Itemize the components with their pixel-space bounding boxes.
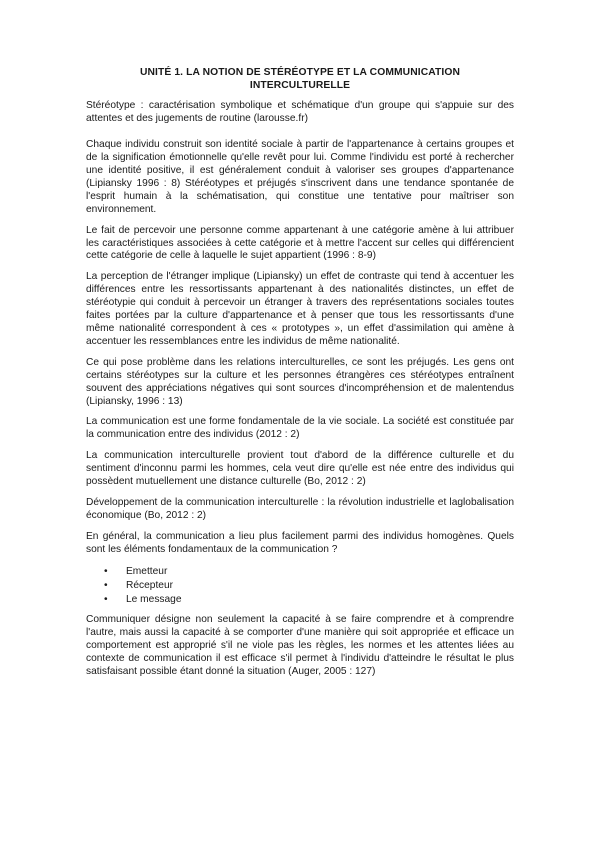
list-item: • Emetteur: [126, 565, 514, 579]
bullet-icon: •: [104, 565, 108, 577]
paragraph-question: En général, la communication a lieu plus facilement parmi des individus homogènes. Quels sont les éléments fondamentaux de la communication ?: [86, 530, 514, 555]
paragraph-perception: La perception de l'étranger implique (Lipiansky) un effet de contraste qui tend à accentuer les différences entre les ressortissants appartenant à des nationalités distinctes, un effet de stéréotypie qui conduit à percevoir un étranger à travers des représentations sociales toutes faites portées par la culture d'appartenance et à penser que tous les ressortissants d'une même nationalité correspondent à ces « prototypes », un effet d'assimilation qui amène à accentuer les ressemblances entre les individus de même nationalité.: [86, 271, 514, 347]
title-line-2: INTERCULTURELLE: [249, 80, 351, 92]
paragraph-intercultural: La communication interculturelle provient tout d'abord de la différence culturelle et du sentiment d'inconnu parmi les hommes, cela veut dire qu'elle est née entre des individus qui possèdent mutuellement une distance culturelle (Bo, 2012 : 2): [86, 450, 514, 488]
bullet-icon: •: [104, 594, 108, 605]
paragraph-identity: Chaque individu construit son identité sociale à partir de l'appartenance à certains groupes et de la signification émotionnelle qu'elle revêt pour lui. Comme l'individu est porté à rechercher une identité positive, il est généralement conduit à valoriser ses groupes d'appartenance (Lipiansky 1996 : 8) Stéréotypes et préjugés s'inscrivent dans une tendance spontanée de l'esprit humain à la schématisation, qui constitue une tentative pour maîtriser son environnement.: [86, 139, 514, 215]
page-title: [86, 66, 514, 92]
list-item: • Le message: [126, 593, 514, 607]
list-item: • Récepteur: [126, 579, 514, 593]
paragraph-definition-communicate: Communiquer désigne non seulement la capacité à se faire comprendre et à comprendre l'autre, mais aussi la capacité à se comporter d'une manière qui soit appropriée et efficace un comportement est approprié s'il ne viole pas les règles, les normes et les attentes liées au contexte de communication il est efficace s'il permet à l'individu d'atteindre le résultat le plus satisfaisant possible étant donné la situation (Auger, 2005 : 127): [86, 614, 514, 677]
title-line-1: UNITÉ 1. LA NOTION DE STÉRÉOTYPE ET LA COMMUNICATION: [139, 67, 461, 78]
document-page: [86, 66, 514, 687]
elements-list: [86, 565, 514, 608]
bullet-icon: •: [104, 579, 108, 591]
paragraph-development: Développement de la communication interculturelle : la révolution industrielle et laglobalisation économique (Bo, 2012 : 2): [86, 496, 514, 521]
definition-paragraph: Stéréotype : caractérisation symbolique et schématique d'un groupe qui s'appuie sur des attentes et des jugements de routine (larousse.fr): [86, 100, 514, 125]
paragraph-communication: La communication est une forme fondamentale de la vie sociale. La société est constituée par la communication entre des individus (2012 : 2): [86, 416, 514, 441]
paragraph-prejudices: Ce qui pose problème dans les relations interculturelles, ce sont les préjugés. Les gens ont certains stéréotypes sur la culture et les personnes étrangères ces stéréotypes entraînent souvent des appréciations négatives qui sont sources d'incompréhension et de malentendus (Lipiansky, 1996 : 13): [86, 356, 514, 407]
paragraph-categorisation: Le fait de percevoir une personne comme appartenant à une catégorie amène à lui attribuer les caractéristiques associées à cette catégorie et à mettre l'accent sur celles qui différencient cette catégorie de celle à laquelle le sujet appartient (1996 : 8-9): [86, 224, 514, 262]
